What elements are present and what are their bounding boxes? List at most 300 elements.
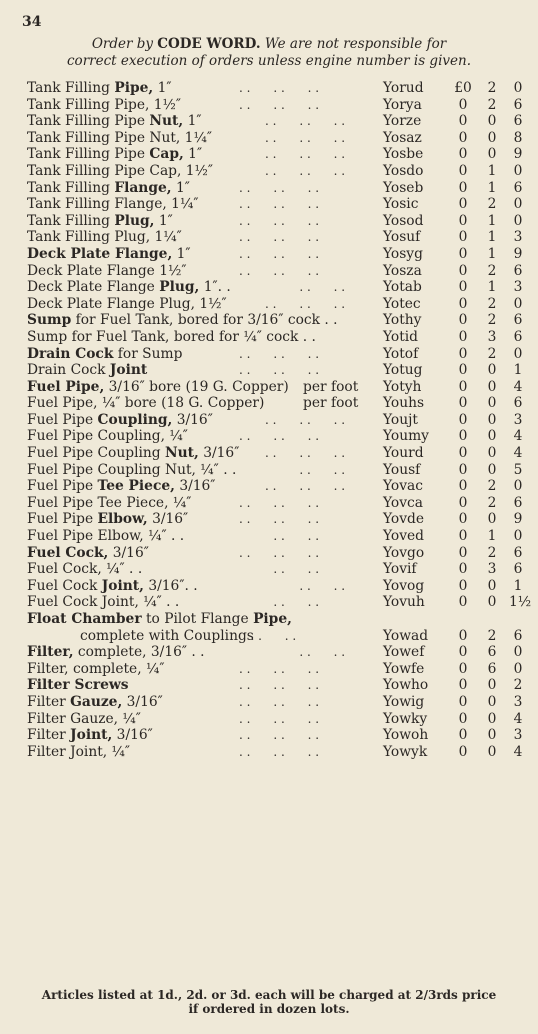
item-description	[27, 113, 202, 130]
list-item	[27, 528, 527, 545]
item-description	[27, 279, 231, 296]
leader-dots: . . . .	[239, 562, 320, 577]
list-item	[27, 711, 527, 728]
price-pence: 3	[513, 229, 523, 246]
price-pence: 0	[513, 644, 523, 661]
price-shillings: 0	[487, 511, 497, 528]
price-pounds: 0	[458, 561, 468, 578]
item-text: Tank Filling Pipe, 1½″	[27, 96, 182, 113]
item-description	[27, 594, 179, 611]
price-pounds: 0	[458, 245, 468, 262]
code-word: Yorud	[383, 80, 424, 96]
price-shillings: 0	[487, 146, 497, 163]
leader-dots: . . . . . .	[265, 446, 346, 461]
price-pence: 3	[513, 279, 523, 296]
item-description	[27, 412, 213, 429]
price-shillings: 2	[487, 80, 497, 96]
list-item	[27, 263, 527, 280]
list-item	[27, 395, 527, 412]
price-pence: 1½	[509, 594, 532, 611]
item-text: Filter, complete, ¼″	[27, 660, 165, 677]
price-shillings: 0	[487, 411, 497, 428]
list-item	[27, 611, 527, 628]
code-word: Yovca	[383, 494, 423, 511]
item-description	[27, 97, 181, 114]
code-word: Youhs	[383, 395, 425, 412]
price-pounds: 0	[458, 594, 468, 611]
price-pounds: 0	[458, 279, 468, 296]
price-pounds: 0	[458, 677, 468, 694]
price-shillings: 0	[487, 677, 497, 694]
price-shillings: 2	[487, 494, 497, 511]
price-pence: 0	[513, 660, 523, 677]
item-text: 3/16″	[122, 693, 163, 710]
leader-dots: . . . . . .	[265, 479, 346, 494]
item-text: complete, 3/16″ . .	[73, 644, 205, 661]
price-pence: 0	[513, 295, 523, 312]
item-text: Fuel Cock, ¼″ . .	[27, 561, 143, 578]
list-item	[27, 196, 527, 213]
price-pounds: 0	[458, 494, 468, 511]
price-pence: 6	[513, 328, 523, 345]
item-text: Fuel Pipe Coupling Nut, ¼″ . .	[27, 461, 237, 478]
price-pounds: 0	[458, 710, 468, 727]
price-pence: 3	[513, 693, 523, 710]
price-pence: 0	[513, 162, 523, 179]
leader-dots: . . . . . .	[239, 694, 320, 709]
leader-dots: . . . .	[239, 529, 320, 544]
leader-dots: . . . . . .	[239, 512, 320, 527]
list-item	[27, 644, 527, 661]
code-word: Yotof	[383, 345, 419, 362]
item-description	[27, 428, 188, 445]
price-shillings: 1	[487, 279, 497, 296]
item-description	[27, 130, 212, 147]
list-item	[27, 113, 527, 130]
code-word: Yoseb	[383, 179, 424, 196]
price-shillings: 2	[487, 262, 497, 279]
price-shillings: 2	[487, 478, 497, 495]
item-text: 3/16″	[112, 727, 153, 744]
price-pence: 6	[513, 262, 523, 279]
list-item	[27, 346, 527, 363]
price-pence: 4	[513, 710, 523, 727]
price-pence: 0	[513, 528, 523, 545]
code-word: Yosaz	[383, 129, 422, 146]
item-text: Fuel Pipe	[27, 411, 98, 428]
code-word: Yothy	[383, 312, 422, 329]
price-shillings: 0	[487, 693, 497, 710]
price-shillings: 2	[487, 196, 497, 213]
item-text: Tank Filling	[27, 179, 115, 196]
price-pounds: 0	[458, 229, 468, 246]
item-keyword: Joint,	[101, 577, 144, 594]
code-word: Yovog	[383, 577, 425, 594]
price-pounds: 0	[458, 428, 468, 445]
item-text: 3/16″	[108, 544, 149, 561]
list-item	[27, 229, 527, 246]
item-description	[27, 711, 141, 728]
price-shillings: 0	[487, 113, 497, 130]
price-shillings: 2	[487, 345, 497, 362]
item-text: Deck Plate Flange 1½″	[27, 262, 187, 279]
item-keyword: Filter,	[27, 644, 74, 661]
item-description	[27, 495, 191, 512]
item-text: for Sump	[113, 345, 183, 362]
item-text: Tank Filling Pipe	[27, 146, 150, 163]
code-word: Yosod	[383, 212, 424, 229]
price-pence: 4	[513, 743, 523, 760]
item-text: Fuel Cock	[27, 577, 102, 594]
price-pounds: 0	[458, 743, 468, 760]
item-description	[27, 661, 165, 678]
leader-dots: . . . . . .	[239, 495, 320, 510]
item-text: Fuel Pipe, ¼″ bore (18 G. Copper)	[27, 395, 265, 412]
item-description	[27, 329, 316, 346]
price-shillings: 1	[487, 212, 497, 229]
item-text: 1″	[154, 212, 173, 229]
list-item	[27, 578, 527, 595]
item-keyword: Elbow,	[97, 511, 148, 528]
price-pounds: 0	[458, 146, 468, 163]
price-pence: 9	[513, 245, 523, 262]
code-word: Yoved	[383, 528, 425, 545]
price-pounds: 0	[458, 113, 468, 130]
price-shillings: 2	[487, 295, 497, 312]
unit-label: per foot	[303, 378, 359, 395]
list-item	[27, 462, 527, 479]
code-word: Youmy	[383, 428, 429, 445]
price-pence: 3	[513, 727, 523, 744]
item-text: 3/16″	[172, 411, 213, 428]
item-description	[27, 462, 236, 479]
price-shillings: 1	[487, 179, 497, 196]
code-word: Yotug	[383, 362, 423, 379]
price-pounds: 0	[458, 693, 468, 710]
code-word: Yotid	[383, 328, 419, 345]
price-pence: 0	[513, 80, 523, 96]
leader-dots: . . . .	[265, 645, 346, 660]
price-pence: 9	[513, 511, 523, 528]
price-shillings: 0	[487, 594, 497, 611]
price-shillings: 0	[487, 743, 497, 760]
code-word: Yovif	[383, 561, 417, 578]
item-description	[27, 528, 184, 545]
list-item	[27, 379, 527, 396]
price-pence: 3	[513, 411, 523, 428]
item-text: 3/16″	[147, 511, 189, 528]
price-pounds: 0	[458, 162, 468, 179]
price-pence: 6	[513, 395, 523, 412]
list-item	[27, 213, 527, 230]
leader-dots: . . . . . .	[239, 744, 320, 759]
item-text: Deck Plate Flange	[27, 279, 160, 296]
item-text: 1″	[171, 179, 190, 196]
item-keyword: Nut,	[165, 445, 199, 462]
leader-dots: . . . . . .	[239, 180, 320, 195]
price-pounds: 0	[458, 179, 468, 196]
code-word: Yowef	[383, 644, 425, 661]
item-description	[27, 744, 130, 761]
item-text: Filter Gauze, ¼″	[27, 710, 141, 727]
code-word: Yowfe	[383, 660, 425, 677]
footer-note	[0, 988, 538, 1016]
price-pounds: 0	[458, 212, 468, 229]
order-notice	[0, 36, 538, 70]
leader-dots: . . . . . .	[239, 363, 320, 378]
price-pence: 4	[513, 445, 523, 462]
item-text: Fuel Cock Joint, ¼″ . .	[27, 594, 180, 611]
leader-dots: . . . .	[265, 280, 346, 295]
item-description	[27, 478, 215, 495]
item-text: for Fuel Tank, bored for 3/16″ cock . .	[71, 312, 338, 329]
price-shillings: 3	[487, 328, 497, 345]
leader-dots: . . . . . .	[239, 728, 320, 743]
price-pounds: 0	[458, 96, 468, 113]
code-word: Yotec	[383, 295, 421, 312]
item-description	[27, 229, 182, 246]
notice-text: Order by	[91, 36, 153, 52]
price-pence: 0	[513, 478, 523, 495]
price-shillings: 2	[487, 312, 497, 329]
item-text: Fuel Pipe Coupling	[27, 445, 166, 462]
list-item	[27, 545, 527, 562]
item-text: 3/16″ bore (19 G. Copper)	[104, 378, 289, 395]
leader-dots: . . . . . .	[239, 81, 320, 95]
item-text: Tank Filling	[27, 212, 115, 229]
leader-dots: . . . . . .	[239, 545, 320, 560]
item-description	[27, 196, 198, 213]
price-shillings: 0	[487, 461, 497, 478]
price-shillings: 3	[487, 561, 497, 578]
item-description	[27, 578, 198, 595]
item-keyword: Filter Screws	[27, 677, 129, 694]
code-word: Yotyh	[383, 378, 422, 395]
leader-dots: . . . . . .	[239, 230, 320, 245]
code-word: Yowad	[383, 627, 429, 644]
price-pounds: 0	[458, 295, 468, 312]
code-word-label: CODE WORD.	[157, 36, 261, 52]
price-pence: 6	[513, 179, 523, 196]
item-text: complete with Couplings	[80, 627, 254, 644]
leader-dots: . . . . . .	[265, 114, 346, 129]
leader-dots: . . . . . .	[265, 130, 346, 145]
item-text: Tank Filling Flange, 1¼″	[27, 196, 199, 213]
item-text: Tank Filling Plug, 1¼″	[27, 229, 182, 246]
item-keyword: Fuel Pipe,	[27, 378, 105, 395]
notice-line-2: correct execution of orders unless engine number is given.	[67, 53, 471, 69]
code-word: Yovgo	[383, 544, 425, 561]
list-item	[27, 511, 527, 528]
item-keyword: Drain Cock	[27, 345, 114, 362]
price-pounds: 0	[458, 378, 468, 395]
leader-dots: . . . . . .	[265, 163, 346, 178]
item-text: Tank Filling Pipe Cap, 1½″	[27, 162, 214, 179]
list-item	[27, 130, 527, 147]
leader-dots: . . . . . .	[239, 246, 320, 261]
item-text: Fuel Pipe Coupling, ¼″	[27, 428, 188, 445]
code-word: Yosza	[383, 262, 422, 279]
list-item	[27, 80, 527, 97]
leader-dots: . . . . . .	[239, 711, 320, 726]
code-word: Yousf	[383, 461, 421, 478]
code-word: Yowig	[383, 693, 425, 710]
item-description	[27, 677, 129, 694]
price-shillings: 0	[487, 577, 497, 594]
price-pounds: 0	[458, 727, 468, 744]
item-keyword: Joint	[109, 362, 148, 379]
list-item	[27, 677, 527, 694]
code-word: Yosdo	[383, 162, 424, 179]
price-pence: 4	[513, 428, 523, 445]
leader-dots: . . . . . .	[265, 296, 346, 311]
notice-line-1	[0, 36, 538, 53]
price-pence: 1	[513, 577, 523, 594]
list-item	[27, 362, 527, 379]
item-description	[27, 246, 191, 263]
list-item	[27, 246, 527, 263]
code-word: Yosic	[383, 196, 419, 213]
list-item	[27, 661, 527, 678]
item-description	[27, 445, 239, 462]
list-item	[27, 163, 527, 180]
price-shillings: 0	[487, 378, 497, 395]
price-pence: 4	[513, 378, 523, 395]
list-item	[27, 428, 527, 445]
item-description	[27, 180, 190, 197]
item-description	[27, 296, 227, 313]
footer-line-1: Articles listed at 1d., 2d. or 3d. each will be charged at 2/3rds price	[41, 988, 497, 1002]
item-description	[27, 379, 289, 396]
code-word: Yotab	[383, 279, 422, 296]
price-pounds: 0	[458, 478, 468, 495]
item-text: Tank Filling Pipe	[27, 113, 150, 130]
price-pence: 6	[513, 312, 523, 329]
list-item	[27, 478, 527, 495]
price-shillings: 0	[487, 395, 497, 412]
price-pounds: 0	[458, 577, 468, 594]
item-text: Deck Plate Flange Plug, 1½″	[27, 295, 227, 312]
price-shillings: 6	[487, 660, 497, 677]
price-pounds: 0	[458, 345, 468, 362]
price-shillings: 0	[487, 362, 497, 379]
code-word: Yowoh	[383, 727, 429, 744]
item-description	[27, 362, 147, 379]
price-pounds: 0	[458, 445, 468, 462]
list-item	[27, 312, 527, 329]
item-text: Fuel Pipe	[27, 478, 98, 495]
list-item	[27, 744, 527, 761]
item-description	[27, 163, 213, 180]
price-pounds: 0	[458, 411, 468, 428]
price-pence: 2	[513, 677, 523, 694]
code-word: Yosyg	[383, 245, 423, 262]
price-pounds: 0	[458, 644, 468, 661]
code-word: Yowyk	[383, 743, 428, 760]
item-keyword: Flange,	[114, 179, 172, 196]
price-pounds: 0	[458, 262, 468, 279]
code-word: Yowho	[383, 677, 429, 694]
list-item	[27, 594, 532, 611]
item-keyword: Joint,	[70, 727, 113, 744]
item-description	[27, 545, 149, 562]
price-shillings: 6	[487, 644, 497, 661]
code-word: Yorya	[383, 96, 422, 113]
price-shillings: 2	[487, 96, 497, 113]
item-keyword: Pipe,	[253, 611, 292, 627]
item-keyword: Cap,	[149, 146, 184, 163]
item-description	[80, 628, 254, 645]
item-text: to Pilot Flange	[141, 611, 254, 627]
code-word: Yowky	[383, 710, 428, 727]
leader-dots: . . . . . .	[265, 147, 346, 162]
list-item	[27, 628, 527, 645]
price-shillings: 1	[487, 245, 497, 262]
item-description	[27, 644, 205, 661]
item-description	[27, 263, 187, 280]
item-keyword: Gauze,	[70, 693, 123, 710]
price-pounds: 0	[458, 528, 468, 545]
leader-dots: . . . . . .	[239, 263, 320, 278]
price-shillings: 1	[487, 528, 497, 545]
item-text: 1″	[153, 80, 172, 96]
item-keyword: Tee Piece,	[97, 478, 175, 495]
item-text: 3/16″	[198, 445, 240, 462]
price-pounds: 0	[458, 660, 468, 677]
price-shillings: 1	[487, 162, 497, 179]
code-word: Yovuh	[383, 594, 425, 611]
page-number: 34	[22, 14, 42, 30]
price-shillings: 0	[487, 710, 497, 727]
item-keyword: Sump	[27, 312, 72, 329]
price-shillings: 2	[487, 627, 497, 644]
price-shillings: 2	[487, 544, 497, 561]
item-text: 1″	[172, 245, 191, 262]
price-pence: 6	[513, 113, 523, 130]
item-text: 1″. .	[199, 279, 231, 296]
price-pence: 1	[513, 362, 523, 379]
item-text: Fuel Pipe Tee Piece, ¼″	[27, 494, 192, 511]
item-text: 3/16″	[174, 478, 216, 495]
list-item	[27, 694, 527, 711]
item-description	[27, 146, 202, 163]
item-text: Fuel Pipe	[27, 511, 98, 528]
price-pounds: £0	[454, 80, 472, 96]
list-item	[27, 97, 527, 114]
footer-line-2: if ordered in dozen lots.	[188, 1002, 350, 1016]
item-text: Tank Filling Pipe Nut, 1¼″	[27, 129, 212, 146]
price-pence: 5	[513, 461, 523, 478]
price-shillings: 0	[487, 445, 497, 462]
list-item	[27, 445, 527, 462]
price-pence: 6	[513, 627, 523, 644]
price-pence: 6	[513, 561, 523, 578]
price-pence: 6	[513, 96, 523, 113]
list-item	[27, 180, 527, 197]
item-description	[27, 694, 163, 711]
item-text: Drain Cock	[27, 362, 110, 379]
price-pounds: 0	[458, 328, 468, 345]
price-shillings: 0	[487, 428, 497, 445]
price-shillings: 0	[487, 129, 497, 146]
item-keyword: Plug,	[159, 279, 200, 296]
item-text: Filter	[27, 693, 71, 710]
code-word: Yorze	[383, 113, 422, 130]
code-word: Yovde	[383, 511, 425, 528]
item-description	[27, 213, 173, 230]
leader-dots: . . . .	[265, 462, 346, 477]
item-text: Fuel Pipe Elbow, ¼″ . .	[27, 528, 185, 545]
